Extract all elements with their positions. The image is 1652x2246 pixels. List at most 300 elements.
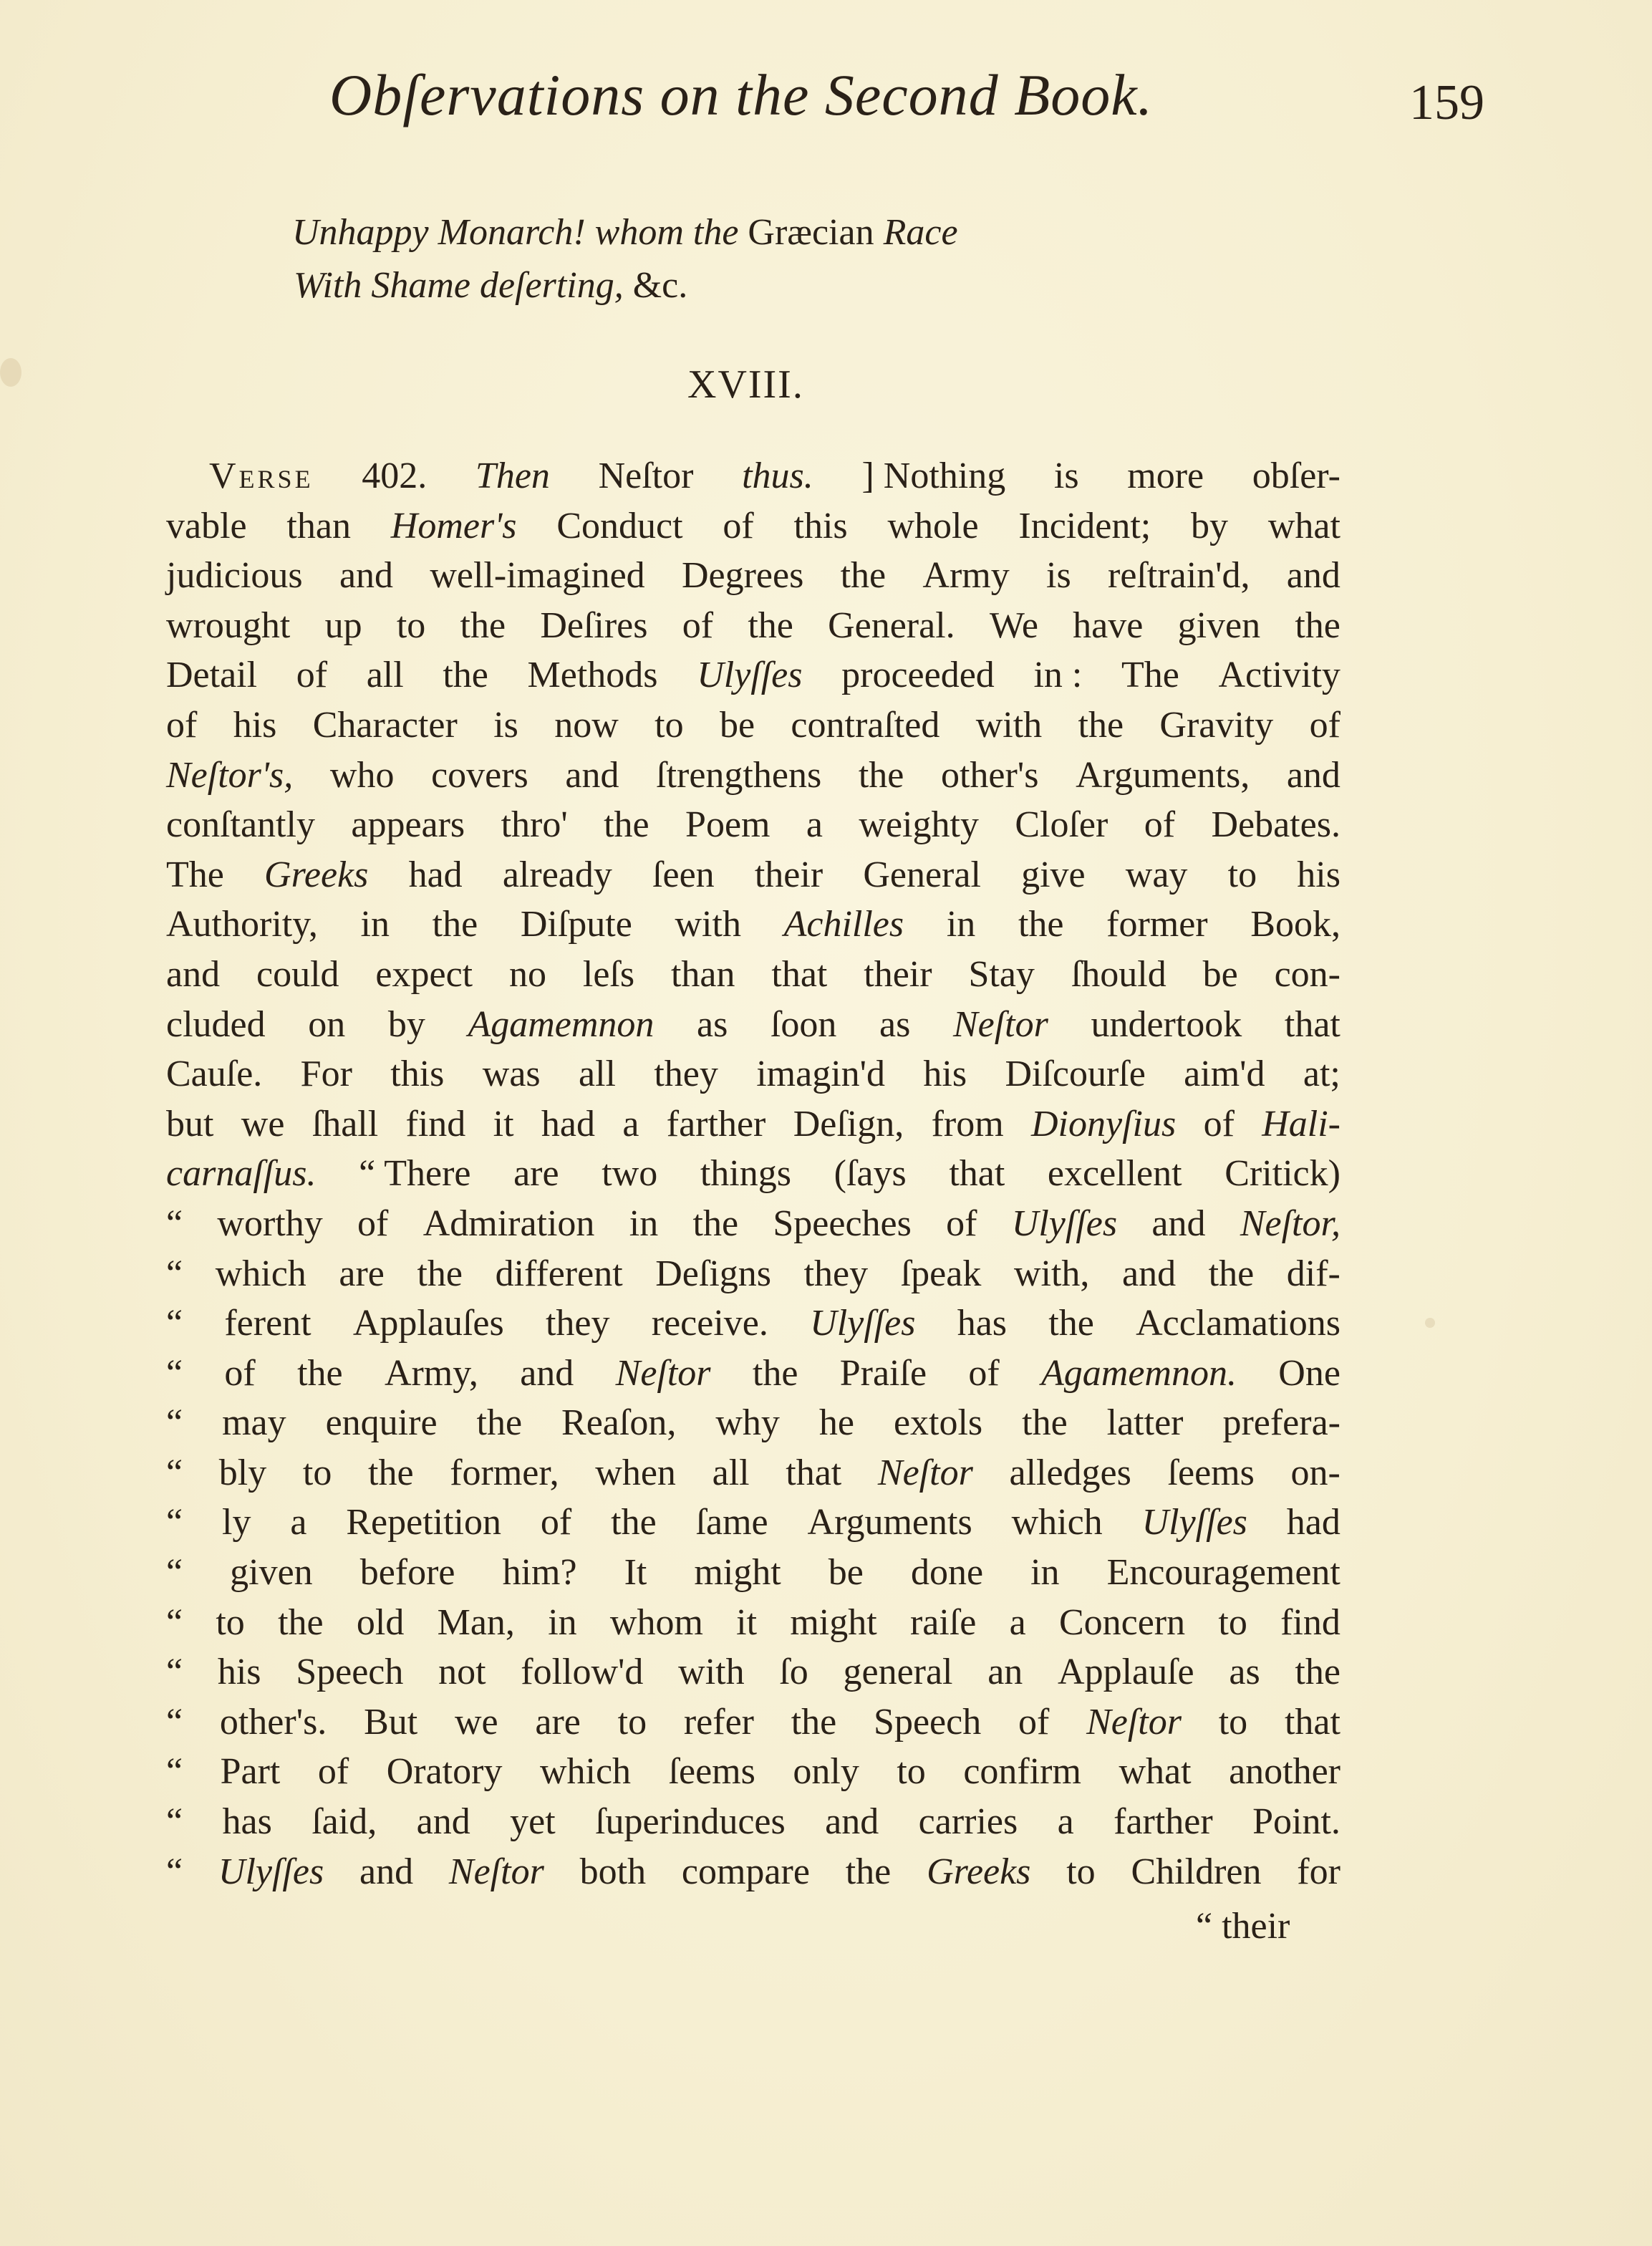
word: confirm xyxy=(963,1751,1081,1793)
word: Applauſes xyxy=(352,1303,504,1344)
word: Ulyſſes xyxy=(218,1851,324,1892)
word: of xyxy=(296,655,328,696)
word: Degrees xyxy=(681,555,804,597)
text-line xyxy=(166,1298,1341,1349)
word: it xyxy=(493,1103,514,1144)
word: Neſtor xyxy=(877,1452,973,1493)
word: when xyxy=(595,1452,676,1493)
word: another xyxy=(1229,1751,1341,1793)
word: things xyxy=(700,1153,791,1195)
word: Cauſe. xyxy=(166,1054,263,1095)
word: we xyxy=(454,1701,498,1743)
text-line xyxy=(166,700,1341,751)
word: to xyxy=(1066,1851,1096,1892)
text-line xyxy=(166,1747,1341,1797)
text-line xyxy=(166,950,1341,1000)
word: ferent xyxy=(224,1303,311,1344)
word: ſaid, xyxy=(311,1801,377,1843)
word: aim'd xyxy=(1184,1054,1265,1095)
word: and xyxy=(520,1352,574,1394)
word: Oratory xyxy=(386,1751,503,1793)
word: The xyxy=(166,854,224,895)
word: the xyxy=(1208,1253,1255,1294)
word: of xyxy=(166,704,198,746)
word: carries xyxy=(918,1801,1018,1843)
word: “ xyxy=(166,1652,183,1693)
word: and xyxy=(166,953,221,995)
commentary-text xyxy=(166,451,1341,1896)
word: Neſtor xyxy=(598,456,694,496)
word: Encouragement xyxy=(1106,1552,1341,1594)
word: general xyxy=(843,1652,953,1693)
word: Activity xyxy=(1218,655,1341,696)
word: Poem xyxy=(685,804,771,846)
word: what xyxy=(1267,505,1341,546)
word: and xyxy=(1121,1253,1177,1294)
word: Authority, xyxy=(166,904,318,945)
word: the xyxy=(297,1352,343,1394)
text-line xyxy=(166,1199,1341,1249)
word: might xyxy=(694,1552,781,1594)
word: have xyxy=(1073,604,1144,646)
word: in xyxy=(548,1601,577,1643)
word: they xyxy=(545,1303,610,1344)
word: of xyxy=(1203,1103,1235,1144)
word: enquire xyxy=(325,1402,438,1444)
word: that xyxy=(1284,1701,1341,1743)
quote-run: Græcian xyxy=(748,212,874,253)
word: a xyxy=(290,1502,307,1543)
word: an xyxy=(987,1652,1023,1693)
word: Verse xyxy=(209,456,314,496)
word: farther xyxy=(666,1103,766,1144)
word: Neſtor xyxy=(952,1003,1048,1045)
word: to xyxy=(1218,1701,1248,1743)
word: Debates. xyxy=(1211,804,1341,846)
word: was xyxy=(482,1054,541,1095)
word: the xyxy=(1048,1303,1094,1344)
word: prefera- xyxy=(1222,1402,1341,1444)
word: to xyxy=(654,704,684,746)
word: raiſe xyxy=(909,1601,977,1643)
word: Deſign, xyxy=(793,1103,904,1144)
quote-run: Unhappy Monarch! whom the xyxy=(292,212,748,253)
word: way xyxy=(1125,854,1188,895)
word: this xyxy=(793,505,848,546)
word: Arguments, xyxy=(1076,754,1250,796)
word: farther xyxy=(1114,1801,1213,1843)
word: of xyxy=(357,1202,389,1244)
word: in xyxy=(946,904,976,945)
word: Greeks xyxy=(927,1851,1031,1892)
word: Cloſer xyxy=(1015,804,1108,846)
word: of xyxy=(1309,704,1341,746)
word: Point. xyxy=(1252,1801,1341,1843)
word: “ xyxy=(166,1701,183,1743)
word: whom xyxy=(609,1601,703,1643)
word: a xyxy=(1009,1601,1026,1643)
text-line xyxy=(166,650,1341,700)
word: Children xyxy=(1131,1851,1262,1892)
word: wrought xyxy=(166,604,291,646)
word: Diſpute xyxy=(520,904,632,945)
word: Army xyxy=(922,555,1010,597)
word: his xyxy=(1297,854,1341,895)
word: of xyxy=(723,505,754,546)
word: of xyxy=(946,1202,977,1244)
word: bly xyxy=(218,1452,267,1493)
word: which xyxy=(215,1253,306,1294)
word: it xyxy=(736,1601,758,1643)
word: Ulyſſes xyxy=(697,655,803,696)
word: different xyxy=(495,1253,623,1294)
word: contraſted xyxy=(791,704,940,746)
word: which xyxy=(539,1751,632,1793)
word: Conduct xyxy=(556,505,683,546)
word: the xyxy=(748,604,793,646)
word: in xyxy=(629,1202,659,1244)
word: Neſtor xyxy=(448,1851,544,1892)
word: a xyxy=(1057,1801,1074,1843)
quote-run: Race xyxy=(874,212,958,253)
word: ſeems xyxy=(668,1751,755,1793)
word: compare xyxy=(681,1851,810,1892)
word: two xyxy=(602,1153,658,1195)
word: be xyxy=(828,1552,864,1594)
word: worthy xyxy=(217,1202,323,1244)
text-line xyxy=(166,800,1341,850)
word: dif- xyxy=(1286,1253,1341,1294)
word: former xyxy=(1106,904,1208,945)
word: we xyxy=(241,1103,285,1144)
word: Ulyſſes xyxy=(810,1303,916,1344)
word: imagin'd xyxy=(756,1054,886,1095)
word: the xyxy=(417,1253,463,1294)
word: the xyxy=(278,1601,324,1643)
word: what xyxy=(1119,1751,1192,1793)
word: the xyxy=(476,1402,523,1444)
word: to xyxy=(302,1452,332,1493)
text-line xyxy=(166,1697,1341,1748)
word: the xyxy=(432,904,478,945)
word: The xyxy=(1121,655,1179,696)
word: Ulyſſes xyxy=(1141,1502,1247,1543)
word: proceeded xyxy=(841,655,995,696)
word: Critick) xyxy=(1224,1153,1341,1195)
word: Homer's xyxy=(390,505,517,546)
text-line xyxy=(166,1000,1341,1050)
word: Incident; xyxy=(1018,505,1151,546)
word: ] Nothing xyxy=(861,456,1006,496)
text-line xyxy=(166,1598,1341,1648)
word: Neſtor xyxy=(1086,1701,1182,1743)
word: Speeches xyxy=(773,1202,912,1244)
word: excellent xyxy=(1047,1153,1182,1195)
word: It xyxy=(624,1552,647,1594)
word: ſhall xyxy=(311,1103,379,1144)
paper-stain xyxy=(1425,1318,1435,1328)
word: ſpeak xyxy=(900,1253,982,1294)
word: by xyxy=(387,1003,425,1045)
text-line xyxy=(166,451,1341,501)
word: that xyxy=(771,953,828,995)
word: yet xyxy=(510,1801,556,1843)
word: con- xyxy=(1274,953,1341,995)
word: “ xyxy=(166,1202,183,1244)
quote-run: With Shame deſerting, xyxy=(294,265,633,306)
word: on xyxy=(308,1003,346,1045)
quote-run: &c. xyxy=(632,265,688,306)
text-line xyxy=(166,1797,1341,1847)
word: and xyxy=(1286,754,1341,796)
word: “ xyxy=(166,1552,183,1594)
word: Speech xyxy=(296,1652,404,1693)
word: alledges xyxy=(1009,1452,1131,1493)
text-line xyxy=(166,1448,1341,1498)
word: of xyxy=(1018,1701,1050,1743)
word: well-imagined xyxy=(430,555,645,597)
word: who xyxy=(329,754,395,796)
word: at; xyxy=(1303,1054,1341,1095)
word: that xyxy=(949,1153,1005,1195)
word: given xyxy=(1177,604,1261,646)
word: Army, xyxy=(384,1352,478,1394)
word: undertook xyxy=(1091,1003,1242,1045)
section-number: XVIII. xyxy=(687,362,804,407)
word: Concern xyxy=(1058,1601,1186,1643)
word: Acclamations xyxy=(1136,1303,1341,1344)
word: Achilles xyxy=(783,904,904,945)
word: ſtrengthens xyxy=(656,754,822,796)
word: General xyxy=(863,854,981,895)
word: a xyxy=(622,1103,639,1144)
word: Neſtor, xyxy=(1240,1202,1341,1244)
word: “ xyxy=(166,1751,183,1793)
text-line xyxy=(166,1099,1341,1149)
text-line xyxy=(166,1149,1341,1199)
word: to xyxy=(216,1601,245,1643)
quote-line-1 xyxy=(292,206,958,259)
word: “ xyxy=(166,1303,183,1344)
text-line xyxy=(166,1049,1341,1099)
word: Then xyxy=(475,456,550,496)
paper-stain xyxy=(0,358,21,387)
page-number: 159 xyxy=(1409,75,1484,130)
word: expect xyxy=(375,953,473,995)
word: thus. xyxy=(742,456,813,496)
word: are xyxy=(535,1701,581,1743)
word: to xyxy=(1218,1601,1247,1643)
word: Ulyſſes xyxy=(1011,1202,1118,1244)
word: had xyxy=(408,854,463,895)
word: Stay xyxy=(968,953,1035,995)
word: the xyxy=(460,604,506,646)
word: in xyxy=(1030,1552,1060,1594)
word: Man, xyxy=(437,1601,515,1643)
word: vable xyxy=(166,505,247,546)
word: Reaſon, xyxy=(561,1402,677,1444)
word: in : xyxy=(1033,655,1083,696)
word: with xyxy=(975,704,1043,746)
word: covers xyxy=(431,754,528,796)
word: judicious xyxy=(166,555,303,597)
word: and xyxy=(1151,1202,1206,1244)
word: Repetition xyxy=(346,1502,501,1543)
word: but xyxy=(166,1103,214,1144)
word: the xyxy=(791,1701,837,1743)
text-line xyxy=(166,1548,1341,1598)
word: why xyxy=(715,1402,780,1444)
word: former, xyxy=(450,1452,559,1493)
word: General. xyxy=(828,604,955,646)
word: Part xyxy=(220,1751,281,1793)
word: their xyxy=(864,953,932,995)
word: For xyxy=(300,1054,352,1095)
text-line xyxy=(166,551,1341,601)
word: “ There xyxy=(359,1153,471,1195)
word: before xyxy=(359,1552,455,1594)
word: and xyxy=(1286,555,1341,597)
word: reſtrain'd, xyxy=(1108,555,1250,597)
word: (ſays xyxy=(834,1153,907,1195)
word: ſoon xyxy=(770,1003,837,1045)
word: ſo xyxy=(779,1652,808,1693)
word: ſuperinduces xyxy=(595,1801,786,1843)
word: of xyxy=(968,1352,1000,1394)
word: all xyxy=(366,655,404,696)
text-line xyxy=(166,1498,1341,1548)
word: weighty xyxy=(859,804,979,846)
verse-quotation xyxy=(292,206,958,312)
word: had xyxy=(541,1103,595,1144)
word: the xyxy=(611,1502,657,1543)
word: only xyxy=(793,1751,859,1793)
word: of xyxy=(540,1502,572,1543)
word: they xyxy=(654,1054,718,1095)
word: cluded xyxy=(166,1003,266,1045)
word: 402. xyxy=(362,456,428,496)
word: find xyxy=(1280,1601,1341,1643)
text-line xyxy=(166,1398,1341,1448)
word: Gravity xyxy=(1159,704,1274,746)
word: his xyxy=(233,704,277,746)
word: follow'd xyxy=(521,1652,644,1693)
word: Neſtor xyxy=(615,1352,711,1394)
word: Agamemnon. xyxy=(1041,1352,1237,1394)
word: thro' xyxy=(501,804,568,846)
word: whole xyxy=(887,505,979,546)
word: “ xyxy=(166,1452,183,1493)
word: the xyxy=(604,804,649,846)
text-line xyxy=(166,601,1341,651)
word: a xyxy=(806,804,823,846)
word: are xyxy=(339,1253,385,1294)
word: is xyxy=(1053,456,1079,496)
word: give xyxy=(1021,854,1086,895)
word: is xyxy=(493,704,518,746)
word: both xyxy=(579,1851,647,1892)
word: may xyxy=(222,1402,286,1444)
word: from xyxy=(931,1103,1004,1144)
word: One xyxy=(1278,1352,1341,1394)
word: done xyxy=(910,1552,984,1594)
word: Applauſe xyxy=(1058,1652,1194,1693)
word: the xyxy=(840,555,887,597)
word: with xyxy=(675,904,741,945)
word: “ xyxy=(166,1801,183,1843)
text-line xyxy=(166,1349,1341,1399)
word: and xyxy=(565,754,619,796)
word: be xyxy=(1202,953,1238,995)
word: ſhould xyxy=(1071,953,1166,995)
word: ſeen xyxy=(652,854,715,895)
word: and xyxy=(359,1851,414,1892)
word: the xyxy=(1295,604,1341,646)
word: in xyxy=(360,904,390,945)
word: conſtantly xyxy=(166,804,315,846)
word: Detail xyxy=(166,655,258,696)
word: Deſigns xyxy=(655,1253,772,1294)
word: to xyxy=(897,1751,926,1793)
text-line xyxy=(166,1647,1341,1697)
quote-line-2 xyxy=(292,259,958,312)
word: latter xyxy=(1106,1402,1184,1444)
word: for xyxy=(1297,1851,1341,1892)
word: Character xyxy=(312,704,458,746)
word: than xyxy=(670,953,735,995)
running-title: Obſervations on the Second Book. xyxy=(329,62,1154,127)
word: Speech xyxy=(874,1701,982,1743)
word: Dionyſius xyxy=(1031,1103,1177,1144)
word: receive. xyxy=(651,1303,768,1344)
word: the xyxy=(752,1352,798,1394)
word: extols xyxy=(893,1402,983,1444)
word: carnaſſus. xyxy=(166,1153,317,1195)
word: the xyxy=(1295,1652,1341,1693)
word: might xyxy=(790,1601,877,1643)
word: ſame xyxy=(695,1502,768,1543)
word: is xyxy=(1046,555,1071,597)
word: “ xyxy=(166,1253,183,1294)
word: to xyxy=(1227,854,1257,895)
word: “ xyxy=(166,1502,183,1543)
catchword: “ their xyxy=(1196,1906,1290,1947)
word: the xyxy=(368,1452,414,1493)
text-line xyxy=(166,751,1341,801)
word: find xyxy=(405,1103,466,1144)
word: other's. xyxy=(219,1701,327,1743)
word: We xyxy=(989,604,1038,646)
word: the xyxy=(858,754,904,796)
word: by xyxy=(1191,505,1229,546)
word: than xyxy=(286,505,351,546)
word: Hali- xyxy=(1262,1103,1341,1144)
word: not xyxy=(438,1652,486,1693)
word: of xyxy=(682,604,714,646)
word: as xyxy=(1229,1652,1260,1693)
word: has xyxy=(957,1303,1008,1344)
word: he xyxy=(818,1402,854,1444)
word: “ xyxy=(166,1352,183,1394)
word: Book, xyxy=(1250,904,1341,945)
word: are xyxy=(513,1153,559,1195)
word: “ xyxy=(166,1851,183,1892)
word: him? xyxy=(502,1552,577,1594)
word: could xyxy=(256,953,339,995)
word: refer xyxy=(683,1701,754,1743)
text-line xyxy=(166,1847,1341,1897)
word: ly xyxy=(222,1502,251,1543)
